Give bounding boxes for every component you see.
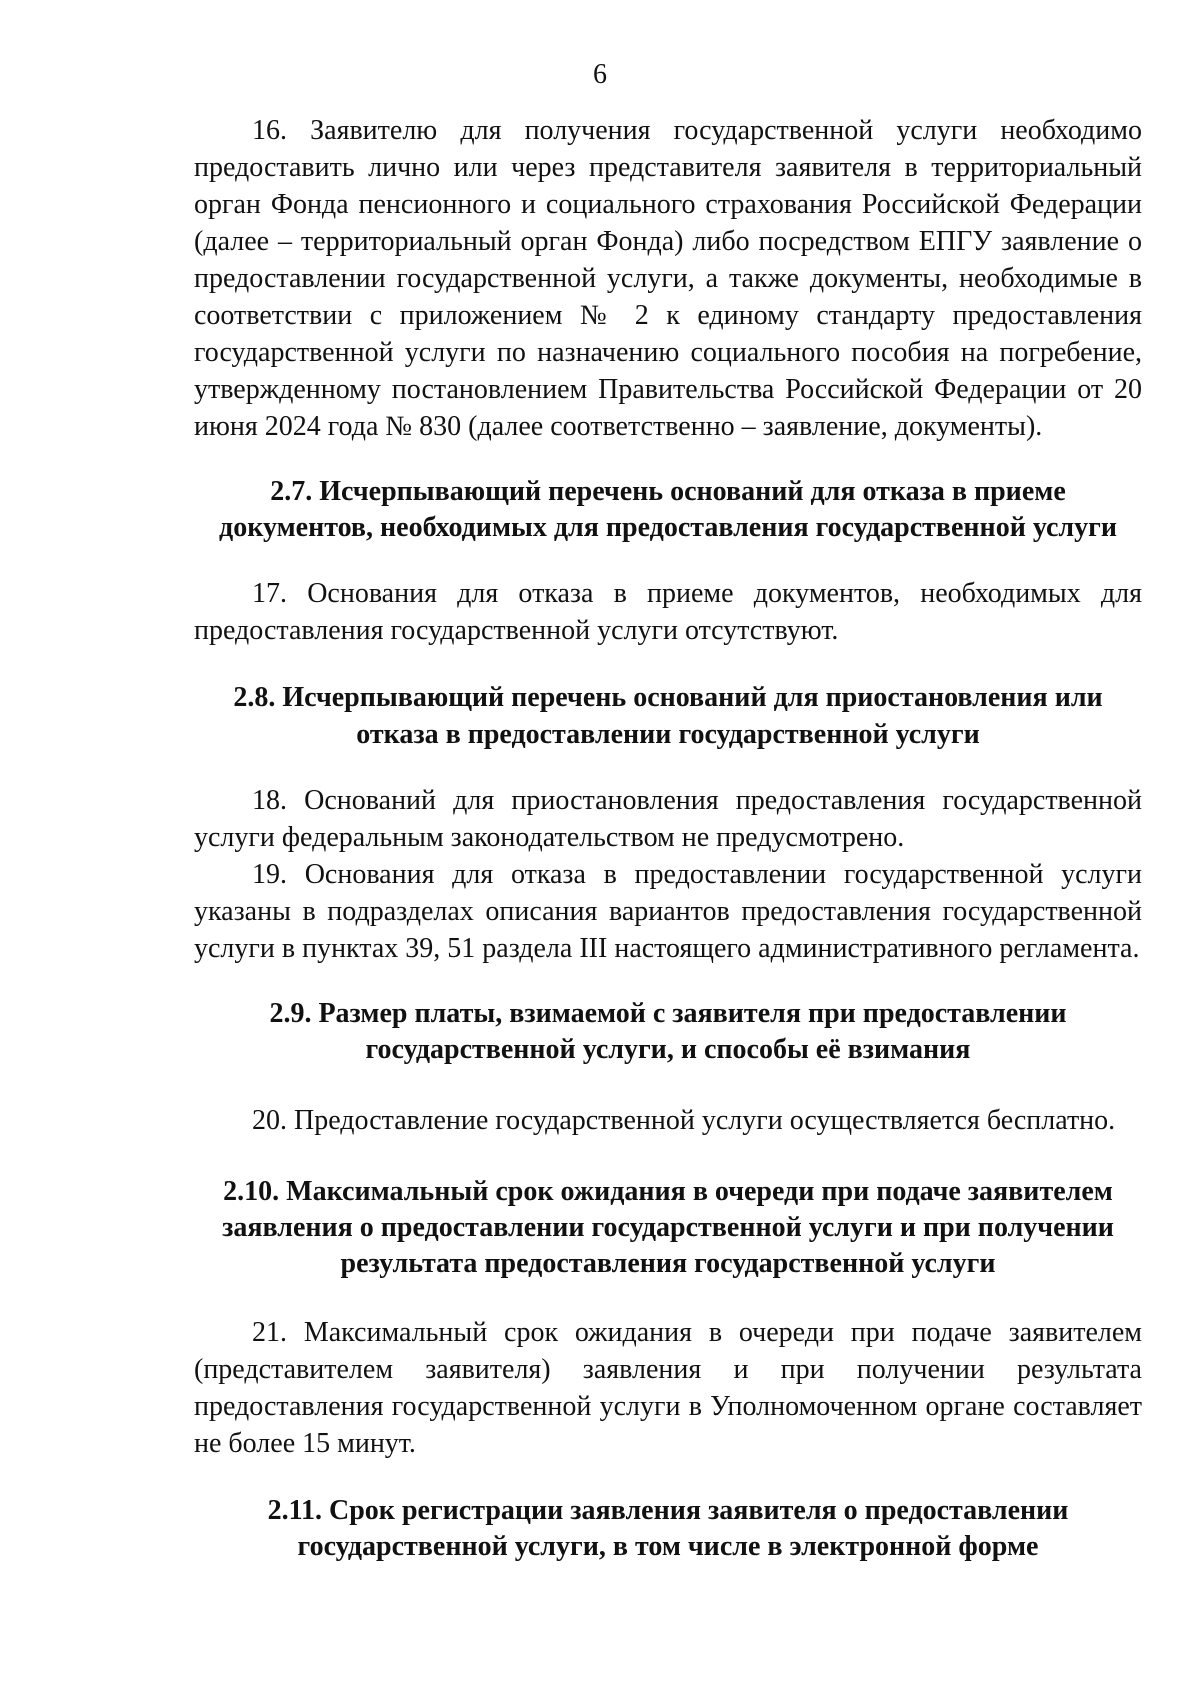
paragraph-16: 16. Заявителю для получения государственной услуги необходимо предоставить лично или через представителя заявителя в территориальный орган Фонда пенсионного и социального страхования Российской Федерации (далее – территориальный орган Фонда) либо посредством ЕПГУ заявление о предоставлении государственной услуги, а также документы, необходимые в соответствии с приложением № 2 к единому стандарту предоставления государственной услуги по назначению социального пособия на погребение, утвержденному постановлением Правительства Российской Федерации от 20 июня 2024 года № 830 (далее соответственно – заявление, документы). [194, 115, 1142, 442]
section-heading-2-10: 2.10. Максимальный срок ожидания в очереди при подаче заявителем заявления о предоставлении государственной услуги и при получении результата предоставления государственной услуги [222, 1175, 1114, 1280]
paragraph-17: 17. Основания для отказа в приеме документов, необходимых для предоставления государственной услуги отсутствуют. [194, 578, 1142, 647]
paragraph-18: 18. Оснований для приостановления предоставления государственной услуги федеральным законодательством не предусмотрено. [194, 785, 1142, 853]
paragraph-20: 20. Предоставление государственной услуги осуществляется бесплатно. [252, 1104, 1116, 1136]
paragraph-19: 19. Основания для отказа в предоставлении государственной услуги указаны в подразделах описания вариантов предоставления государственной услуги в пунктах 39, 51 раздела III настоящего административного регламента. [194, 858, 1142, 964]
paragraph-21: 21. Максимальный срок ожидания в очереди при подаче заявителем (представителем заявителя) заявления и при получении результата предоставления государственной услуги в Уполномоченном органе составляет не более 15 минут. [194, 1316, 1142, 1459]
section-heading-2-7: 2.7. Исчерпывающий перечень оснований для отказа в приеме документов, необходимых для предоставления государственной услуги [219, 475, 1117, 543]
page-number: 6 [593, 59, 607, 90]
section-heading-2-11: 2.11. Срок регистрации заявления заявителя о предоставлении государственной услуги, в том числе в электронной форме [267, 1494, 1069, 1562]
document-body [194, 113, 1142, 1565]
section-heading-2-8: 2.8. Исчерпывающий перечень оснований для приостановления или отказа в предоставлении государственной услуги [233, 682, 1103, 750]
section-heading-2-9: 2.9. Размер платы, взимаемой с заявителя при предоставлении государственной услуги, и способы её взимания [269, 997, 1067, 1066]
